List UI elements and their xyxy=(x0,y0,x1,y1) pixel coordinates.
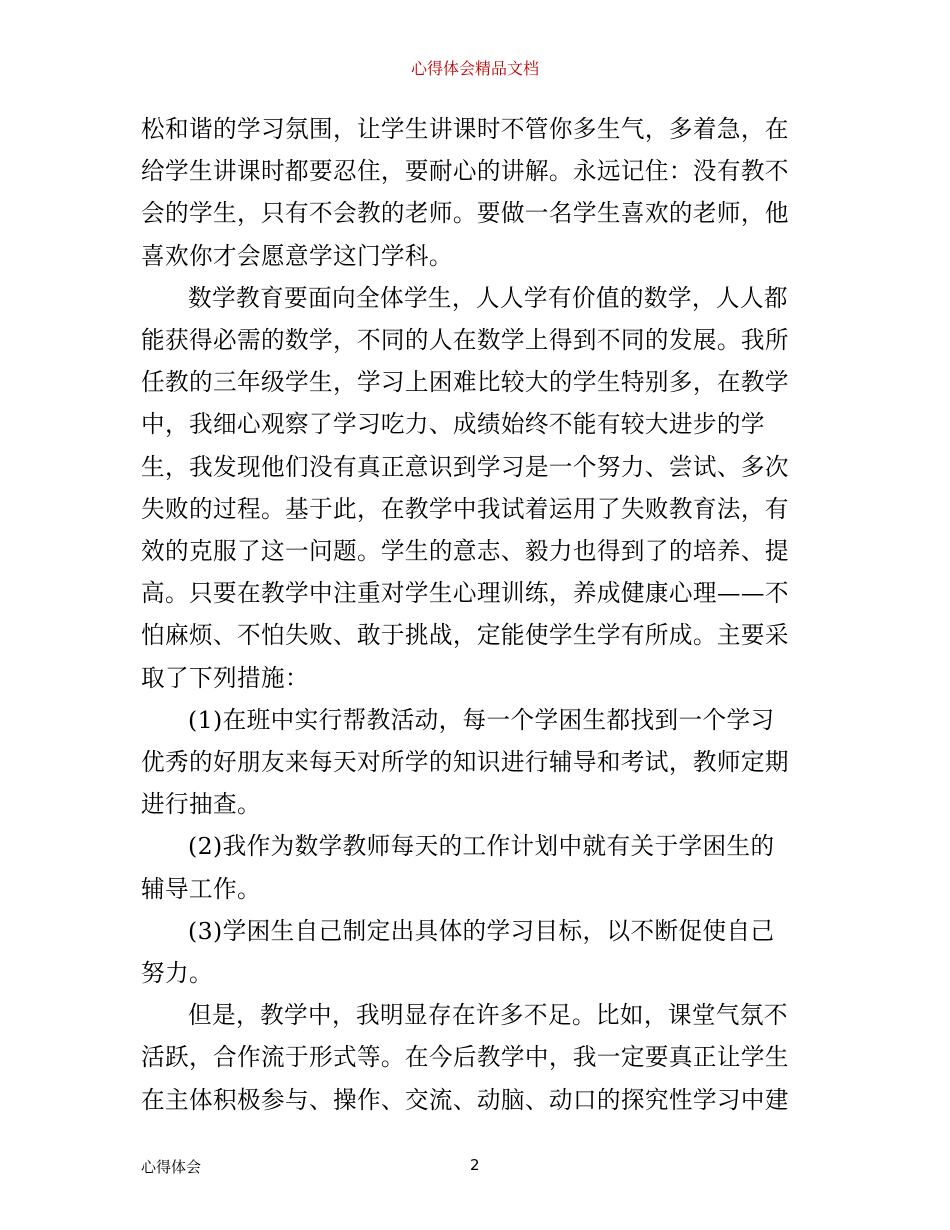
text-line: 但是，教学中，我明显存在许多不足。比如，课堂气氛不 xyxy=(188,1001,788,1030)
text-line: 努力。 xyxy=(141,959,213,988)
paragraph-2 xyxy=(141,277,816,699)
text-line: 怕麻烦、不怕失败、敢于挑战，定能使学生学有所成。主要采 xyxy=(141,621,789,650)
text-line: 失败的过程。基于此，在教学中我试着运用了失败教育法，有 xyxy=(141,494,789,523)
text-line: 进行抽查。 xyxy=(141,790,261,819)
document-body xyxy=(141,108,816,1121)
paragraph-1 xyxy=(141,108,816,277)
text-line: 喜欢你才会愿意学这门学科。 xyxy=(141,241,453,270)
text-line: 优秀的好朋友来每天对所学的知识进行辅导和考试，教师定期 xyxy=(141,748,789,777)
text-line: 给学生讲课时都要忍住，要耐心的讲解。永远记住：没有教不 xyxy=(141,157,789,186)
text-line: 辅导工作。 xyxy=(141,874,261,903)
text-line: 松和谐的学习氛围，让学生讲课时不管你多生气，多着急，在 xyxy=(141,115,789,143)
footer-label: 心得体会 xyxy=(141,1158,202,1176)
text-line: 高。只要在教学中注重对学生心理训练，养成健康心理——不 xyxy=(141,579,789,608)
text-line: 任教的三年级学生，学习上困难比较大的学生特别多，在教学 xyxy=(141,368,789,397)
paragraph-3 xyxy=(141,699,816,826)
page-number: 2 xyxy=(470,1156,480,1174)
text-line: 活跃，合作流于形式等。在今后教学中，我一定要真正让学生 xyxy=(141,1043,789,1072)
text-line: (2)我作为数学教师每天的工作计划中就有关于学困生的 xyxy=(188,832,775,861)
text-line: 能获得必需的数学，不同的人在数学上得到不同的发展。我所 xyxy=(141,326,789,355)
document-header: 心得体会精品文档 xyxy=(410,59,539,78)
text-line: 会的学生，只有不会教的老师。要做一名学生喜欢的老师，他 xyxy=(141,199,789,228)
text-line: 取了下列措施： xyxy=(141,663,309,692)
text-line: (3)学困生自己制定出具体的学习目标，以不断促使自己 xyxy=(188,916,775,945)
text-line: 效的克服了这一问题。学生的意志、毅力也得到了的培养、提 xyxy=(141,537,789,566)
text-line: (1)在班中实行帮教活动，每一个学困生都找到一个学习 xyxy=(188,705,775,734)
text-line: 中，我细心观察了学习吃力、成绩始终不能有较大进步的学 xyxy=(141,410,765,439)
text-line: 数学教育要面向全体学生，人人学有价值的数学，人人都 xyxy=(188,283,788,312)
paragraph-6 xyxy=(141,994,816,1121)
text-line: 在主体积极参与、操作、交流、动脑、动口的探究性学习中建 xyxy=(141,1085,789,1114)
paragraph-4 xyxy=(141,825,816,909)
text-line: 生，我发现他们没有真正意识到学习是一个努力、尝试、多次 xyxy=(141,452,789,481)
paragraph-5 xyxy=(141,910,816,994)
